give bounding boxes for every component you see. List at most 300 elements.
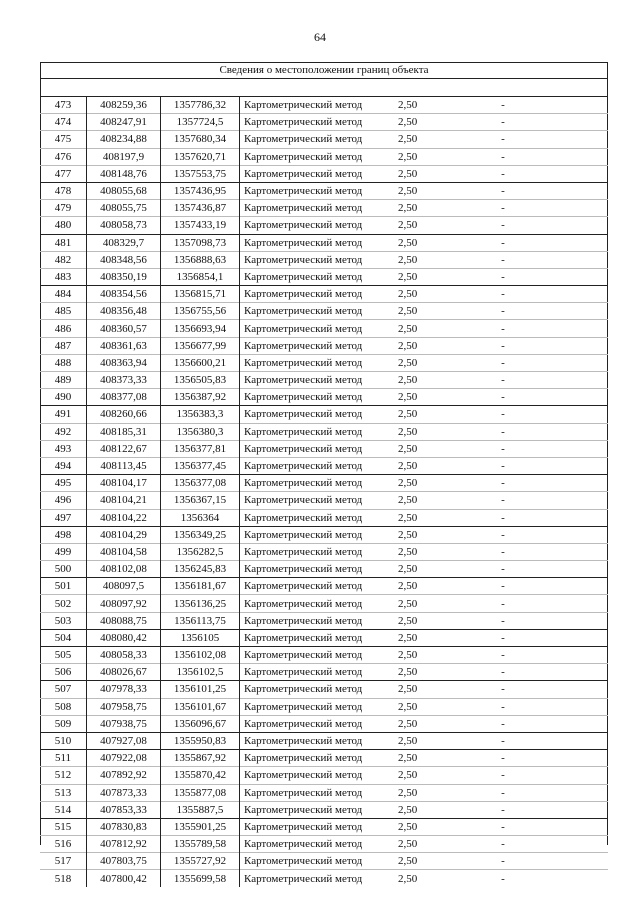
table-title: Сведения о местоположении границ объекта xyxy=(41,63,607,79)
method-cell: Картометрический метод xyxy=(240,715,395,732)
x-coordinate-cell: 407803,75 xyxy=(87,853,161,870)
method-cell: Картометрический метод xyxy=(240,131,395,148)
accuracy-cell: 2,50 xyxy=(394,303,458,320)
description-cell: - xyxy=(458,526,608,543)
y-coordinate-cell: 1356383,3 xyxy=(161,406,240,423)
point-number-cell: 509 xyxy=(40,715,87,732)
method-cell: Картометрический метод xyxy=(240,440,395,457)
point-number-cell: 512 xyxy=(40,767,87,784)
accuracy-cell: 2,50 xyxy=(394,234,458,251)
x-coordinate-cell: 408055,75 xyxy=(87,200,161,217)
accuracy-cell: 2,50 xyxy=(394,457,458,474)
x-coordinate-cell: 407978,33 xyxy=(87,681,161,698)
description-cell: - xyxy=(458,354,608,371)
point-number-cell: 475 xyxy=(40,131,87,148)
point-number-cell: 508 xyxy=(40,698,87,715)
point-number-cell: 513 xyxy=(40,784,87,801)
table-row xyxy=(40,475,608,492)
x-coordinate-cell: 408197,9 xyxy=(87,148,161,165)
description-cell: - xyxy=(458,286,608,303)
x-coordinate-cell: 408373,33 xyxy=(87,372,161,389)
point-number-cell: 495 xyxy=(40,475,87,492)
accuracy-cell: 2,50 xyxy=(394,97,458,114)
description-cell: - xyxy=(458,423,608,440)
accuracy-cell: 2,50 xyxy=(394,698,458,715)
table-row xyxy=(40,148,608,165)
y-coordinate-cell: 1356600,21 xyxy=(161,354,240,371)
table-row xyxy=(40,578,608,595)
y-coordinate-cell: 1356101,25 xyxy=(161,681,240,698)
table-row xyxy=(40,182,608,199)
method-cell: Картометрический метод xyxy=(240,492,395,509)
description-cell: - xyxy=(458,664,608,681)
point-number-cell: 501 xyxy=(40,578,87,595)
method-cell: Картометрический метод xyxy=(240,732,395,749)
description-cell: - xyxy=(458,543,608,560)
method-cell: Картометрический метод xyxy=(240,612,395,629)
method-cell: Картометрический метод xyxy=(240,629,395,646)
table-row xyxy=(40,612,608,629)
point-number-cell: 498 xyxy=(40,526,87,543)
table-row xyxy=(40,509,608,526)
table-row xyxy=(40,681,608,698)
x-coordinate-cell: 407873,33 xyxy=(87,784,161,801)
y-coordinate-cell: 1356136,25 xyxy=(161,595,240,612)
method-cell: Картометрический метод xyxy=(240,251,395,268)
y-coordinate-cell: 1356815,71 xyxy=(161,286,240,303)
x-coordinate-cell: 408097,92 xyxy=(87,595,161,612)
accuracy-cell: 2,50 xyxy=(394,561,458,578)
y-coordinate-cell: 1356854,1 xyxy=(161,268,240,285)
point-number-cell: 499 xyxy=(40,543,87,560)
method-cell: Картометрический метод xyxy=(240,767,395,784)
description-cell: - xyxy=(458,870,608,887)
accuracy-cell: 2,50 xyxy=(394,423,458,440)
method-cell: Картометрический метод xyxy=(240,337,395,354)
accuracy-cell: 2,50 xyxy=(394,492,458,509)
x-coordinate-cell: 408058,33 xyxy=(87,647,161,664)
description-cell: - xyxy=(458,131,608,148)
point-number-cell: 503 xyxy=(40,612,87,629)
point-number-cell: 497 xyxy=(40,509,87,526)
description-cell: - xyxy=(458,234,608,251)
y-coordinate-cell: 1355901,25 xyxy=(161,818,240,835)
method-cell: Картометрический метод xyxy=(240,475,395,492)
accuracy-cell: 2,50 xyxy=(394,131,458,148)
x-coordinate-cell: 408350,19 xyxy=(87,268,161,285)
description-cell: - xyxy=(458,320,608,337)
accuracy-cell: 2,50 xyxy=(394,526,458,543)
table-row xyxy=(40,251,608,268)
accuracy-cell: 2,50 xyxy=(394,354,458,371)
method-cell: Картометрический метод xyxy=(240,784,395,801)
point-number-cell: 493 xyxy=(40,440,87,457)
accuracy-cell: 2,50 xyxy=(394,217,458,234)
description-cell: - xyxy=(458,595,608,612)
page-number: 64 xyxy=(314,30,326,44)
method-cell: Картометрический метод xyxy=(240,372,395,389)
accuracy-cell: 2,50 xyxy=(394,165,458,182)
x-coordinate-cell: 408247,91 xyxy=(87,114,161,131)
y-coordinate-cell: 1356367,15 xyxy=(161,492,240,509)
y-coordinate-cell: 1356755,56 xyxy=(161,303,240,320)
y-coordinate-cell: 1356380,3 xyxy=(161,423,240,440)
table-row xyxy=(40,440,608,457)
y-coordinate-cell: 1356105 xyxy=(161,629,240,646)
accuracy-cell: 2,50 xyxy=(394,784,458,801)
y-coordinate-cell: 1356181,67 xyxy=(161,578,240,595)
method-cell: Картометрический метод xyxy=(240,750,395,767)
x-coordinate-cell: 408097,5 xyxy=(87,578,161,595)
accuracy-cell: 2,50 xyxy=(394,543,458,560)
table-row xyxy=(40,595,608,612)
point-number-cell: 518 xyxy=(40,870,87,887)
description-cell: - xyxy=(458,268,608,285)
x-coordinate-cell: 408356,48 xyxy=(87,303,161,320)
y-coordinate-cell: 1356377,81 xyxy=(161,440,240,457)
description-cell: - xyxy=(458,389,608,406)
description-cell: - xyxy=(458,457,608,474)
accuracy-cell: 2,50 xyxy=(394,320,458,337)
description-cell: - xyxy=(458,372,608,389)
method-cell: Картометрический метод xyxy=(240,303,395,320)
method-cell: Картометрический метод xyxy=(240,320,395,337)
table-row xyxy=(40,698,608,715)
table-row xyxy=(40,629,608,646)
x-coordinate-cell: 408026,67 xyxy=(87,664,161,681)
table-row xyxy=(40,543,608,560)
point-number-cell: 502 xyxy=(40,595,87,612)
description-cell: - xyxy=(458,750,608,767)
description-cell: - xyxy=(458,681,608,698)
point-number-cell: 490 xyxy=(40,389,87,406)
accuracy-cell: 2,50 xyxy=(394,251,458,268)
y-coordinate-cell: 1356349,25 xyxy=(161,526,240,543)
table-row xyxy=(40,423,608,440)
accuracy-cell: 2,50 xyxy=(394,647,458,664)
point-number-cell: 511 xyxy=(40,750,87,767)
point-number-cell: 494 xyxy=(40,457,87,474)
accuracy-cell: 2,50 xyxy=(394,578,458,595)
description-cell: - xyxy=(458,217,608,234)
coordinates-table-frame xyxy=(40,62,608,885)
table-row xyxy=(40,217,608,234)
description-cell: - xyxy=(458,200,608,217)
table-row xyxy=(40,114,608,131)
description-cell: - xyxy=(458,612,608,629)
point-number-cell: 482 xyxy=(40,251,87,268)
y-coordinate-cell: 1356377,08 xyxy=(161,475,240,492)
x-coordinate-cell: 407958,75 xyxy=(87,698,161,715)
description-cell: - xyxy=(458,801,608,818)
method-cell: Картометрический метод xyxy=(240,97,395,114)
coordinates-table xyxy=(40,96,608,887)
description-cell: - xyxy=(458,97,608,114)
method-cell: Картометрический метод xyxy=(240,681,395,698)
point-number-cell: 510 xyxy=(40,732,87,749)
description-cell: - xyxy=(458,818,608,835)
table-row xyxy=(40,234,608,251)
x-coordinate-cell: 407800,42 xyxy=(87,870,161,887)
y-coordinate-cell: 1355867,92 xyxy=(161,750,240,767)
table-row xyxy=(40,664,608,681)
y-coordinate-cell: 1356693,94 xyxy=(161,320,240,337)
x-coordinate-cell: 408104,17 xyxy=(87,475,161,492)
accuracy-cell: 2,50 xyxy=(394,664,458,681)
method-cell: Картометрический метод xyxy=(240,595,395,612)
point-number-cell: 485 xyxy=(40,303,87,320)
y-coordinate-cell: 1356888,63 xyxy=(161,251,240,268)
x-coordinate-cell: 408260,66 xyxy=(87,406,161,423)
method-cell: Картометрический метод xyxy=(240,114,395,131)
point-number-cell: 487 xyxy=(40,337,87,354)
y-coordinate-cell: 1356102,08 xyxy=(161,647,240,664)
point-number-cell: 491 xyxy=(40,406,87,423)
table-row xyxy=(40,165,608,182)
method-cell: Картометрический метод xyxy=(240,543,395,560)
description-cell: - xyxy=(458,251,608,268)
header-gap xyxy=(41,79,607,96)
y-coordinate-cell: 1356096,67 xyxy=(161,715,240,732)
y-coordinate-cell: 1357436,87 xyxy=(161,200,240,217)
description-cell: - xyxy=(458,629,608,646)
x-coordinate-cell: 407938,75 xyxy=(87,715,161,732)
accuracy-cell: 2,50 xyxy=(394,406,458,423)
x-coordinate-cell: 408088,75 xyxy=(87,612,161,629)
method-cell: Картометрический метод xyxy=(240,664,395,681)
method-cell: Картометрический метод xyxy=(240,853,395,870)
accuracy-cell: 2,50 xyxy=(394,801,458,818)
accuracy-cell: 2,50 xyxy=(394,148,458,165)
accuracy-cell: 2,50 xyxy=(394,114,458,131)
table-row xyxy=(40,303,608,320)
table-row xyxy=(40,372,608,389)
x-coordinate-cell: 407922,08 xyxy=(87,750,161,767)
accuracy-cell: 2,50 xyxy=(394,870,458,887)
y-coordinate-cell: 1356245,83 xyxy=(161,561,240,578)
method-cell: Картометрический метод xyxy=(240,818,395,835)
method-cell: Картометрический метод xyxy=(240,234,395,251)
method-cell: Картометрический метод xyxy=(240,217,395,234)
x-coordinate-cell: 408354,56 xyxy=(87,286,161,303)
point-number-cell: 478 xyxy=(40,182,87,199)
point-number-cell: 477 xyxy=(40,165,87,182)
point-number-cell: 496 xyxy=(40,492,87,509)
x-coordinate-cell: 407853,33 xyxy=(87,801,161,818)
point-number-cell: 504 xyxy=(40,629,87,646)
table-row xyxy=(40,526,608,543)
method-cell: Картометрический метод xyxy=(240,526,395,543)
description-cell: - xyxy=(458,698,608,715)
x-coordinate-cell: 408360,57 xyxy=(87,320,161,337)
table-row xyxy=(40,406,608,423)
x-coordinate-cell: 408080,42 xyxy=(87,629,161,646)
point-number-cell: 516 xyxy=(40,836,87,853)
description-cell: - xyxy=(458,114,608,131)
method-cell: Картометрический метод xyxy=(240,354,395,371)
x-coordinate-cell: 408377,08 xyxy=(87,389,161,406)
y-coordinate-cell: 1355877,08 xyxy=(161,784,240,801)
point-number-cell: 507 xyxy=(40,681,87,698)
y-coordinate-cell: 1357680,34 xyxy=(161,131,240,148)
method-cell: Картометрический метод xyxy=(240,870,395,887)
description-cell: - xyxy=(458,784,608,801)
y-coordinate-cell: 1355789,58 xyxy=(161,836,240,853)
y-coordinate-cell: 1355699,58 xyxy=(161,870,240,887)
description-cell: - xyxy=(458,492,608,509)
accuracy-cell: 2,50 xyxy=(394,475,458,492)
table-row xyxy=(40,268,608,285)
x-coordinate-cell: 408055,68 xyxy=(87,182,161,199)
y-coordinate-cell: 1356364 xyxy=(161,509,240,526)
y-coordinate-cell: 1357786,32 xyxy=(161,97,240,114)
table-row xyxy=(40,457,608,474)
description-cell: - xyxy=(458,715,608,732)
description-cell: - xyxy=(458,732,608,749)
table-row xyxy=(40,818,608,835)
accuracy-cell: 2,50 xyxy=(394,286,458,303)
accuracy-cell: 2,50 xyxy=(394,440,458,457)
y-coordinate-cell: 1355727,92 xyxy=(161,853,240,870)
x-coordinate-cell: 408104,22 xyxy=(87,509,161,526)
point-number-cell: 505 xyxy=(40,647,87,664)
point-number-cell: 515 xyxy=(40,818,87,835)
x-coordinate-cell: 408102,08 xyxy=(87,561,161,578)
y-coordinate-cell: 1355870,42 xyxy=(161,767,240,784)
y-coordinate-cell: 1357553,75 xyxy=(161,165,240,182)
table-row xyxy=(40,750,608,767)
method-cell: Картометрический метод xyxy=(240,423,395,440)
table-row xyxy=(40,561,608,578)
point-number-cell: 500 xyxy=(40,561,87,578)
y-coordinate-cell: 1357724,5 xyxy=(161,114,240,131)
description-cell: - xyxy=(458,509,608,526)
x-coordinate-cell: 408363,94 xyxy=(87,354,161,371)
y-coordinate-cell: 1356282,5 xyxy=(161,543,240,560)
x-coordinate-cell: 407830,83 xyxy=(87,818,161,835)
x-coordinate-cell: 408122,67 xyxy=(87,440,161,457)
point-number-cell: 483 xyxy=(40,268,87,285)
method-cell: Картометрический метод xyxy=(240,561,395,578)
x-coordinate-cell: 408148,76 xyxy=(87,165,161,182)
y-coordinate-cell: 1357098,73 xyxy=(161,234,240,251)
method-cell: Картометрический метод xyxy=(240,801,395,818)
description-cell: - xyxy=(458,578,608,595)
description-cell: - xyxy=(458,440,608,457)
accuracy-cell: 2,50 xyxy=(394,595,458,612)
description-cell: - xyxy=(458,836,608,853)
method-cell: Картометрический метод xyxy=(240,509,395,526)
table-row xyxy=(40,784,608,801)
coordinates-table-body xyxy=(40,97,608,887)
method-cell: Картометрический метод xyxy=(240,165,395,182)
method-cell: Картометрический метод xyxy=(240,578,395,595)
method-cell: Картометрический метод xyxy=(240,148,395,165)
point-number-cell: 486 xyxy=(40,320,87,337)
point-number-cell: 474 xyxy=(40,114,87,131)
method-cell: Картометрический метод xyxy=(240,647,395,664)
point-number-cell: 479 xyxy=(40,200,87,217)
method-cell: Картометрический метод xyxy=(240,268,395,285)
point-number-cell: 517 xyxy=(40,853,87,870)
table-row xyxy=(40,715,608,732)
x-coordinate-cell: 408104,21 xyxy=(87,492,161,509)
description-cell: - xyxy=(458,475,608,492)
point-number-cell: 506 xyxy=(40,664,87,681)
x-coordinate-cell: 407927,08 xyxy=(87,732,161,749)
table-row xyxy=(40,853,608,870)
table-row xyxy=(40,801,608,818)
y-coordinate-cell: 1356387,92 xyxy=(161,389,240,406)
table-row xyxy=(40,870,608,887)
point-number-cell: 481 xyxy=(40,234,87,251)
y-coordinate-cell: 1356677,99 xyxy=(161,337,240,354)
accuracy-cell: 2,50 xyxy=(394,715,458,732)
y-coordinate-cell: 1355950,83 xyxy=(161,732,240,749)
y-coordinate-cell: 1357436,95 xyxy=(161,182,240,199)
accuracy-cell: 2,50 xyxy=(394,200,458,217)
method-cell: Картометрический метод xyxy=(240,836,395,853)
point-number-cell: 514 xyxy=(40,801,87,818)
accuracy-cell: 2,50 xyxy=(394,612,458,629)
table-row xyxy=(40,389,608,406)
y-coordinate-cell: 1357620,71 xyxy=(161,148,240,165)
method-cell: Картометрический метод xyxy=(240,698,395,715)
method-cell: Картометрический метод xyxy=(240,182,395,199)
x-coordinate-cell: 408104,58 xyxy=(87,543,161,560)
y-coordinate-cell: 1356113,75 xyxy=(161,612,240,629)
point-number-cell: 489 xyxy=(40,372,87,389)
accuracy-cell: 2,50 xyxy=(394,818,458,835)
table-row xyxy=(40,492,608,509)
x-coordinate-cell: 408104,29 xyxy=(87,526,161,543)
accuracy-cell: 2,50 xyxy=(394,337,458,354)
table-row xyxy=(40,97,608,114)
table-row xyxy=(40,767,608,784)
table-row xyxy=(40,200,608,217)
y-coordinate-cell: 1355887,5 xyxy=(161,801,240,818)
table-row xyxy=(40,337,608,354)
table-row xyxy=(40,836,608,853)
x-coordinate-cell: 408348,56 xyxy=(87,251,161,268)
accuracy-cell: 2,50 xyxy=(394,767,458,784)
point-number-cell: 476 xyxy=(40,148,87,165)
x-coordinate-cell: 408329,7 xyxy=(87,234,161,251)
accuracy-cell: 2,50 xyxy=(394,732,458,749)
table-row xyxy=(40,320,608,337)
table-row xyxy=(40,647,608,664)
y-coordinate-cell: 1356101,67 xyxy=(161,698,240,715)
description-cell: - xyxy=(458,406,608,423)
method-cell: Картометрический метод xyxy=(240,286,395,303)
method-cell: Картометрический метод xyxy=(240,389,395,406)
x-coordinate-cell: 408113,45 xyxy=(87,457,161,474)
x-coordinate-cell: 408185,31 xyxy=(87,423,161,440)
accuracy-cell: 2,50 xyxy=(394,750,458,767)
y-coordinate-cell: 1356102,5 xyxy=(161,664,240,681)
description-cell: - xyxy=(458,165,608,182)
point-number-cell: 488 xyxy=(40,354,87,371)
accuracy-cell: 2,50 xyxy=(394,372,458,389)
accuracy-cell: 2,50 xyxy=(394,509,458,526)
table-row xyxy=(40,354,608,371)
method-cell: Картометрический метод xyxy=(240,406,395,423)
description-cell: - xyxy=(458,303,608,320)
point-number-cell: 480 xyxy=(40,217,87,234)
x-coordinate-cell: 408058,73 xyxy=(87,217,161,234)
accuracy-cell: 2,50 xyxy=(394,681,458,698)
description-cell: - xyxy=(458,767,608,784)
